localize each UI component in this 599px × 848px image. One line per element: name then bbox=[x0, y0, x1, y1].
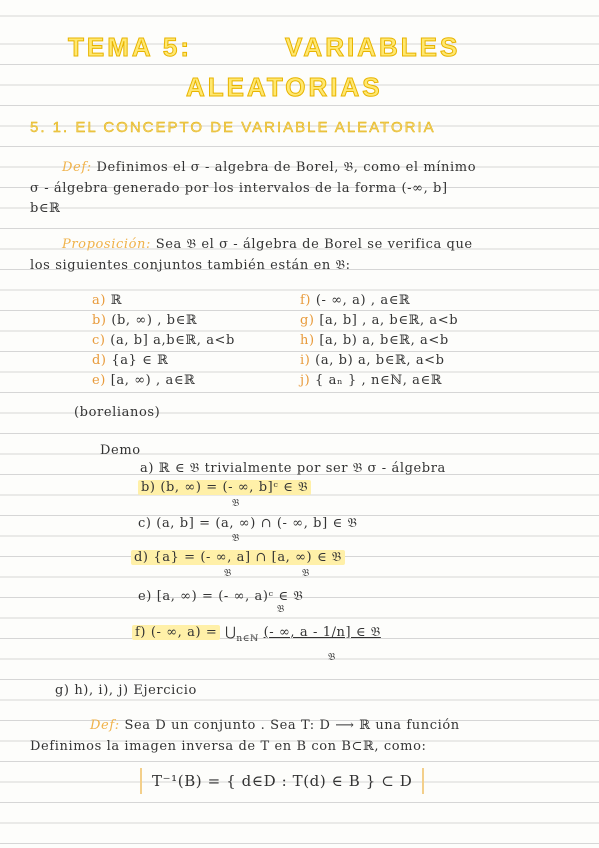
list-item: f) (- ∞, a) , a∈ℝ bbox=[300, 293, 411, 308]
list-item: i) (a, b) a, b∈ℝ, a<b bbox=[300, 353, 445, 368]
page-title-variables bbox=[285, 32, 460, 63]
title-aleatorias: ALEATORIAS bbox=[186, 72, 383, 102]
title-variables: VARIABLES bbox=[285, 32, 461, 62]
demo-a: a) ℝ ∈ 𝔅 trivialmente por ser 𝔅 σ - álgebra bbox=[140, 461, 446, 476]
list-item: h) [a, b) a, b∈ℝ, a<b bbox=[300, 333, 449, 348]
proposition-line-2: los siguientes conjuntos también están en 𝔅: bbox=[30, 258, 351, 273]
page-title bbox=[68, 32, 192, 63]
definition-1-line-1 bbox=[62, 160, 476, 175]
list-item: b) (b, ∞) , b∈ℝ bbox=[92, 313, 198, 328]
list-item: e) [a, ∞) , a∈ℝ bbox=[92, 373, 196, 388]
demo-b: b) (b, ∞) = (- ∞, b]ᶜ ∈ 𝔅 bbox=[138, 480, 311, 495]
list-item: c) (a, b] a,b∈ℝ, a<b bbox=[92, 333, 235, 348]
proposition-line-1 bbox=[62, 237, 473, 252]
definition-1-text: Definimos el σ - algebra de Borel, 𝔅, como el mínimo bbox=[96, 160, 477, 175]
definition-label: Def: bbox=[62, 160, 92, 175]
demo-d-marker-2: 𝔅 bbox=[302, 568, 310, 579]
demo-d-marker-1: 𝔅 bbox=[224, 568, 232, 579]
definition-1-line-3: b∈ℝ bbox=[30, 201, 61, 216]
definition-label: Def: bbox=[90, 718, 120, 733]
formula-box bbox=[140, 768, 424, 794]
definition-2-line-1 bbox=[90, 718, 460, 733]
proposition-label: Proposición: bbox=[62, 237, 151, 252]
definition-2-text: Sea D un conjunto . Sea T: D ⟶ ℝ una función bbox=[124, 718, 460, 733]
union-symbol: ⋃ bbox=[225, 625, 237, 640]
proposition-text: Sea 𝔅 el σ - álgebra de Borel se verifica que bbox=[155, 237, 473, 252]
section-heading: 5. 1. EL CONCEPTO DE VARIABLE ALEATORIA bbox=[30, 119, 436, 136]
demo-f: f) (- ∞, $a) = ⋃_{n\in ℕ}$ (- ∞, a - 1/n] ∈ 𝔅 bbox=[132, 625, 381, 640]
exercise-note: g) h), i), j) Ejercicio bbox=[55, 683, 197, 698]
list-item: a) ℝ bbox=[92, 293, 123, 308]
list-item: d) {a} ∈ ℝ bbox=[92, 353, 169, 368]
demo-f-marker: 𝔅 bbox=[328, 652, 336, 663]
list-item: g) [a, b] , a, b∈ℝ, a<b bbox=[300, 313, 459, 328]
demo-c-marker: 𝔅 bbox=[232, 533, 240, 544]
demo-title: Demo bbox=[100, 443, 141, 458]
demo-b-marker: 𝔅 bbox=[232, 498, 240, 509]
definition-1-line-2: σ - álgebra generado por los intervalos de la forma (-∞, b] bbox=[30, 181, 448, 196]
demo-c: c) (a, b] = (a, ∞) ∩ (- ∞, b] ∈ 𝔅 bbox=[138, 516, 358, 531]
demo-e: e) [a, ∞) = (- ∞, a)ᶜ ∈ 𝔅 bbox=[138, 589, 304, 604]
title-tema: TEMA 5: bbox=[68, 32, 193, 62]
page-title-aleatorias bbox=[186, 72, 383, 103]
demo-e-marker: 𝔅 bbox=[277, 604, 285, 615]
definition-2-line-2: Definimos la imagen inversa de T en B con B⊂ℝ, como: bbox=[30, 739, 427, 754]
borelianos-note: (borelianos) bbox=[74, 405, 161, 420]
inverse-image-formula: T⁻¹(B) = { d∈D : T(d) ∈ B } ⊂ D bbox=[152, 772, 413, 790]
list-item: j) { aₙ } , n∈ℕ, a∈ℝ bbox=[300, 373, 443, 388]
demo-d: d) {a} = (- ∞, a] ∩ [a, ∞) ∈ 𝔅 bbox=[131, 550, 345, 565]
